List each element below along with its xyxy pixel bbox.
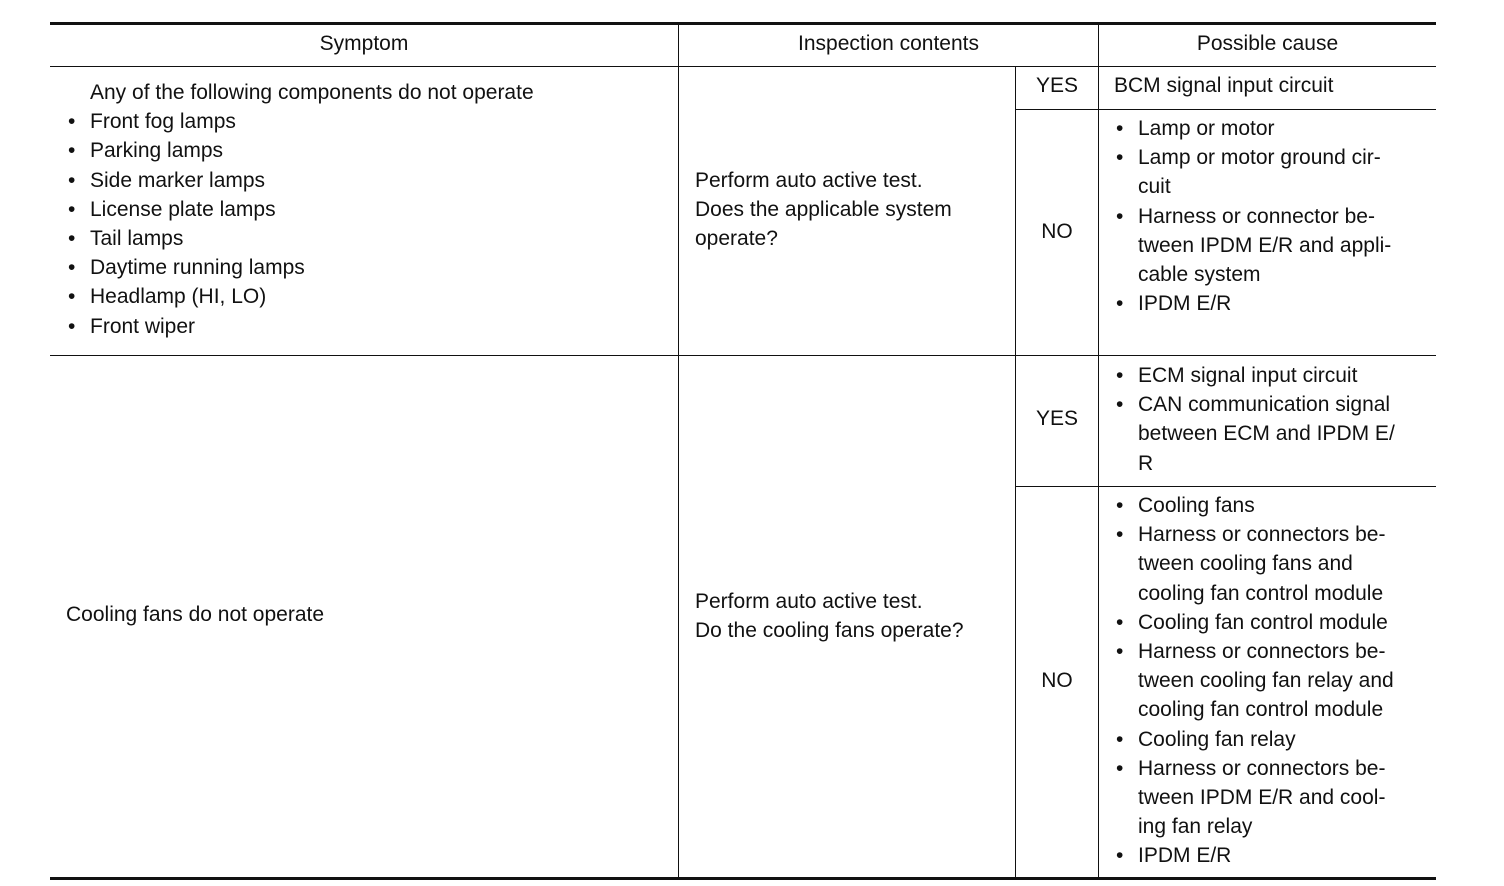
list-item: • ECM signal input circuit [1114, 361, 1429, 390]
symptom-cell-row1 [66, 78, 666, 341]
list-item: • Lamp or motor ground cir- cuit [1114, 143, 1429, 201]
inspection-cell-row2 [695, 587, 1010, 645]
table-top-rule [50, 22, 1436, 25]
yes-label-row2: YES [1035, 407, 1079, 430]
list-item: • IPDM E/R [1114, 841, 1429, 870]
list-item: • CAN communication signal between ECM and IPDM E/ R [1114, 390, 1429, 478]
list-item: • License plate lamps [66, 195, 666, 224]
list-item: • Tail lamps [66, 224, 666, 253]
header-bottom-rule [50, 66, 1436, 67]
no-causes-row2 [1114, 491, 1429, 871]
list-item: • Front wiper [66, 312, 666, 341]
list-item: • Front fog lamps [66, 107, 666, 136]
list-item: • Lamp or motor [1114, 114, 1429, 143]
symptom-intro: Any of the following components do not operate [90, 81, 534, 104]
no-label-row2: NO [1041, 669, 1073, 692]
row1-yes-no-divider [1016, 109, 1436, 110]
inspection-line: operate? [695, 227, 778, 251]
list-item: • Parking lamps [66, 136, 666, 165]
yes-cause-row1: BCM signal input circuit [1114, 74, 1334, 97]
col-divider-inspection [1098, 25, 1099, 877]
list-item: • Cooling fans [1114, 491, 1429, 520]
yes-label-row1: YES [1035, 74, 1079, 97]
no-causes-row1 [1114, 114, 1429, 318]
inspection-cell-row1 [695, 166, 1010, 254]
list-item: • IPDM E/R [1114, 289, 1429, 318]
no-label-row1: NO [1041, 220, 1073, 243]
list-item: • Harness or connector be- tween IPDM E/R and appli- cable system [1114, 202, 1429, 290]
symptom-cell-row2: Cooling fans do not operate [66, 603, 325, 626]
yes-causes-row2 [1114, 361, 1429, 478]
list-item: • Cooling fan relay [1114, 725, 1429, 754]
list-item: • Harness or connectors be- tween cooling fans and cooling fan control module [1114, 520, 1429, 608]
inspection-line: Do the cooling fans operate? [695, 619, 964, 643]
inspection-line: Perform auto active test. [695, 590, 923, 613]
inspection-line: Perform auto active test. [695, 169, 923, 192]
col-divider-result [1015, 67, 1016, 877]
header-possible-cause: Possible cause [1196, 32, 1339, 55]
inspection-line: Does the applicable system [695, 198, 952, 222]
header-inspection-contents: Inspection contents [798, 32, 979, 55]
list-item: • Daytime running lamps [66, 253, 666, 282]
table-bottom-rule [50, 877, 1436, 880]
header-symptom: Symptom [319, 32, 409, 55]
row2-yes-no-divider [1016, 486, 1436, 487]
list-item: • Harness or connectors be- tween cooling fan relay and cooling fan control module [1114, 637, 1429, 725]
list-item: • Harness or connectors be- tween IPDM E/R and cool- ing fan relay [1114, 754, 1429, 842]
list-item: • Cooling fan control module [1114, 608, 1429, 637]
list-item: • Headlamp (HI, LO) [66, 282, 666, 311]
list-item: • Side marker lamps [66, 166, 666, 195]
col-divider-symptom [678, 25, 679, 877]
row-divider [50, 355, 1436, 356]
